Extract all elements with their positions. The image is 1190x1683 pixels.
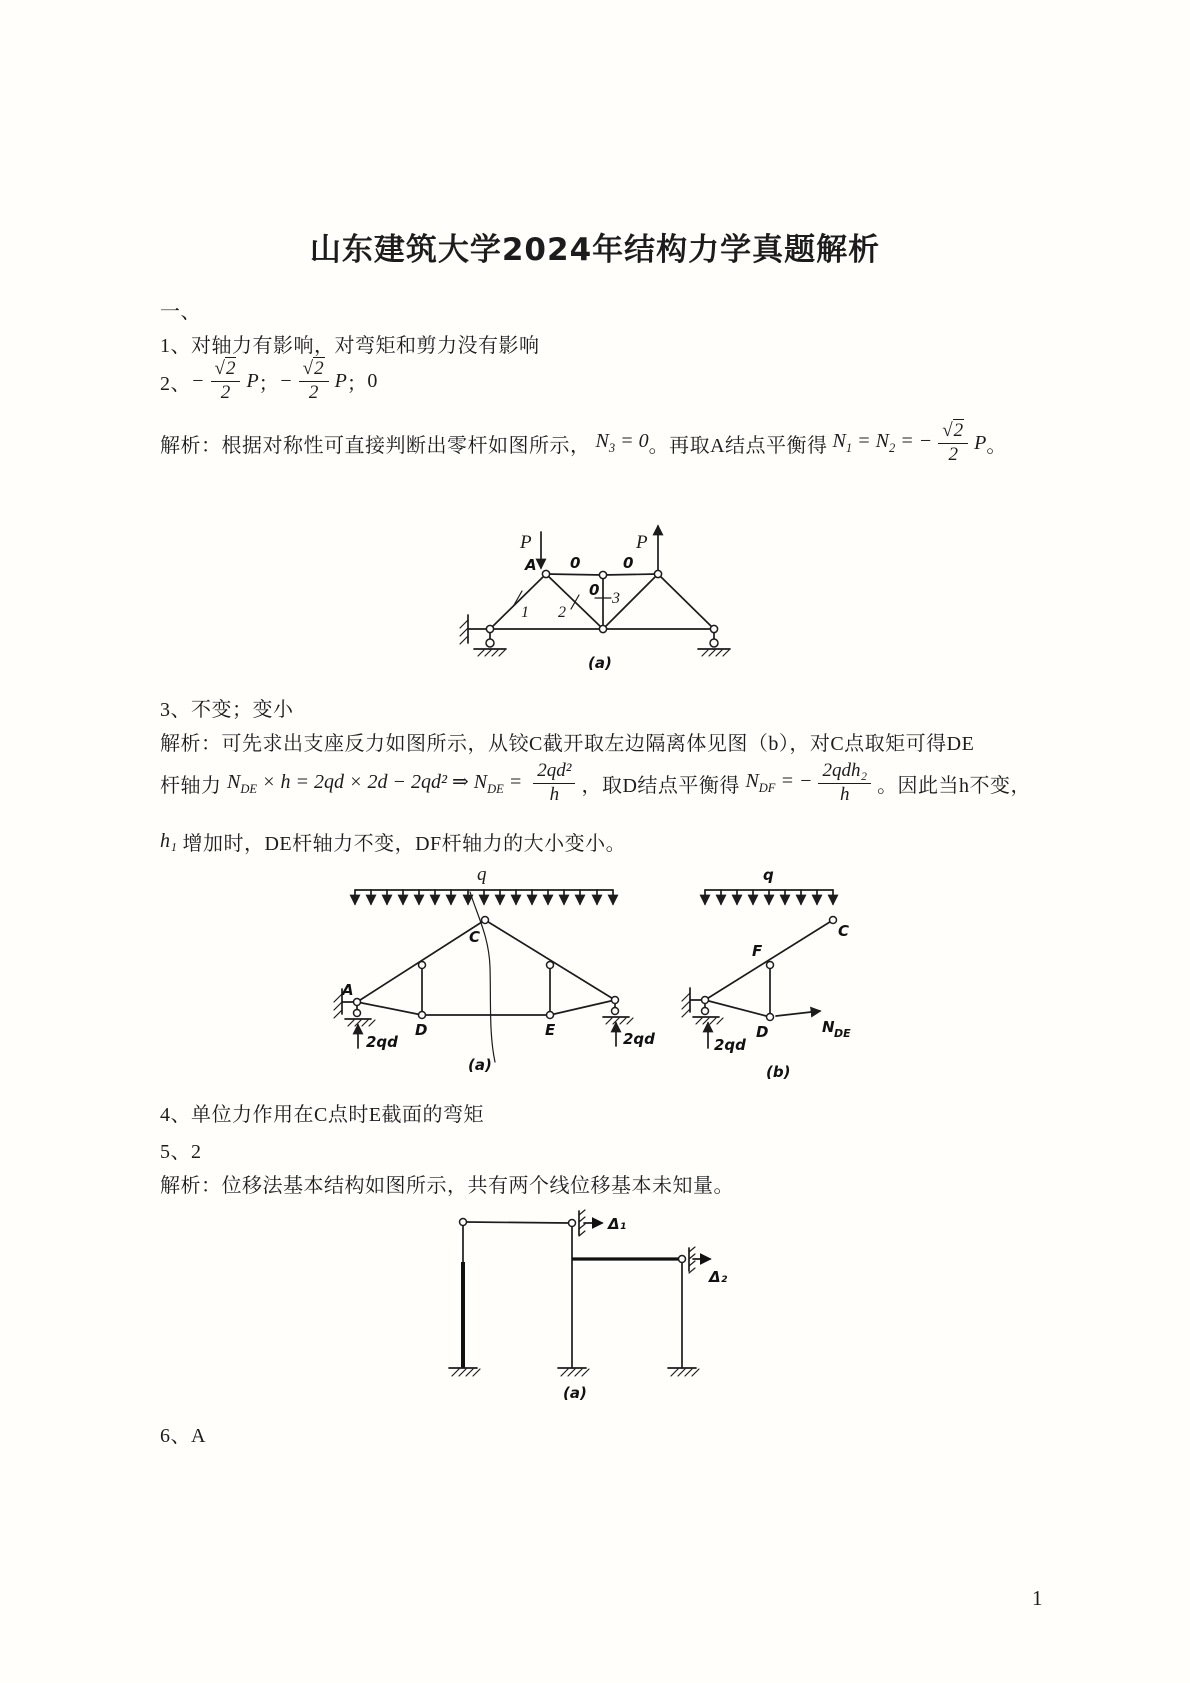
- displacement-label-2: Δ₂: [709, 1268, 728, 1286]
- radicand: 2: [225, 358, 236, 379]
- q4-text: 4、单位力作用在C点时E截面的弯矩: [160, 1104, 485, 1126]
- radical-sign: √: [942, 420, 953, 441]
- analysis-text: 杆轴力: [160, 774, 227, 797]
- joint-label-A: A: [525, 556, 537, 574]
- figure-caption: (b): [766, 1063, 791, 1081]
- joint-label-E: E: [545, 1021, 556, 1039]
- q2-answer: [160, 358, 377, 405]
- q6-answer: 6、A: [160, 1425, 206, 1447]
- figure-caption: (a): [563, 1384, 587, 1402]
- zero-bar-label: 0: [589, 581, 600, 599]
- analysis-text: 。因此当h不变，: [877, 774, 1032, 797]
- fraction: [533, 760, 575, 807]
- bar-label-3: 3: [612, 590, 620, 607]
- force-symbol: P: [246, 369, 259, 392]
- math-expr: $N_{DF}$ = −: [745, 770, 813, 796]
- math-h1: h₁: [160, 830, 177, 852]
- minus-sign: −: [279, 369, 293, 392]
- added-link-restraint-2: [689, 1247, 710, 1273]
- q5-analysis: 解析：位移法基本结构如图所示，共有两个线位移基本未知量。: [160, 1175, 734, 1197]
- radical-sign: √: [214, 358, 225, 379]
- joint-label-D: D: [756, 1023, 769, 1041]
- joint-label-A: A: [342, 981, 354, 999]
- page-number: 1: [1032, 1586, 1043, 1610]
- denominator: h: [549, 783, 560, 805]
- q3-analysis-line1: 解析：可先求出支座反力如图所示，从铰C截开取左边隔离体见图（b），对C点取矩可得DE: [160, 733, 975, 755]
- axial-force-arrow-NDE: [776, 1011, 820, 1016]
- reaction-label: 2qd: [714, 1036, 746, 1054]
- q3-answer: 3、不变；变小: [160, 699, 294, 721]
- fig3-frame-diagram: [425, 1202, 745, 1407]
- fraction: [818, 760, 871, 807]
- separator: ；: [258, 372, 280, 395]
- figure-caption: (a): [468, 1056, 492, 1074]
- radicand: 2: [953, 420, 964, 441]
- joint-label-F: F: [752, 942, 763, 960]
- truss-a-joints: [354, 917, 619, 1019]
- analysis-text: ，取D结点平衡得: [581, 774, 746, 797]
- force-label-P-right: P: [636, 532, 648, 553]
- math-n1n2: $N_1 = N_2$ = −: [832, 430, 933, 456]
- fraction: [938, 420, 968, 467]
- fig2-truss-diagrams: [320, 862, 1020, 1090]
- force-label-N: N: [822, 1018, 835, 1036]
- load-label-q: q: [763, 866, 774, 884]
- zero-value: 0: [367, 369, 378, 392]
- fig1-truss-diagram: [430, 506, 750, 678]
- q3-analysis-line2: [160, 760, 1031, 807]
- truss-a-members: [357, 920, 615, 1015]
- separator: ；: [346, 372, 368, 395]
- reaction-label-right: 2qd: [623, 1030, 655, 1048]
- distributed-load: [355, 890, 613, 904]
- analysis-text: 增加时，DE杆轴力不变，DF杆轴力的大小变小。: [176, 833, 627, 855]
- zero-bar-label: 0: [570, 554, 581, 572]
- denominator: 2: [220, 381, 231, 403]
- force-symbol: P: [334, 369, 347, 392]
- figure-caption: (a): [588, 654, 612, 672]
- q1-answer: 1、对轴力有影响，对弯矩和剪力没有影响: [160, 335, 540, 357]
- denominator: 2: [308, 381, 319, 403]
- reaction-label-left: 2qd: [366, 1033, 398, 1051]
- analysis-text: 解析：根据对称性可直接判断出零杆如图所示，: [160, 434, 591, 457]
- joint-label-C: C: [838, 922, 850, 940]
- fraction: [299, 358, 329, 405]
- radical-sign: √: [302, 358, 314, 379]
- fixed-supports: [449, 1368, 699, 1376]
- denominator: 2: [948, 443, 958, 465]
- radicand: 2: [314, 358, 324, 379]
- truss-joints: [486, 570, 717, 632]
- joint-label-C: C: [469, 928, 481, 946]
- force-label-N-sub: DE: [834, 1027, 851, 1040]
- q3-analysis-line3: [160, 827, 626, 856]
- force-label-P-left: P: [520, 532, 532, 553]
- minus-sign: −: [191, 369, 205, 392]
- zero-bar-label: 0: [623, 554, 634, 572]
- math-n3: $N_3 = 0$: [595, 430, 649, 456]
- numerator: 2qdh₂: [818, 760, 871, 784]
- q2-number: 2、: [160, 372, 191, 395]
- frame-members: [463, 1222, 682, 1368]
- q2-analysis: [160, 420, 1007, 467]
- math-expr: $N_{DE} \times h = 2qd \times 2d - 2qd^2$ ⇒ $N_{DE}$ =: [227, 771, 528, 797]
- roller-support-right: [698, 633, 730, 656]
- distributed-load-b: [705, 890, 833, 904]
- part-label: 一、: [160, 301, 201, 323]
- page-title: 山东建筑大学2024年结构力学真题解析: [309, 232, 881, 268]
- added-link-restraint-1: [579, 1210, 602, 1236]
- q5-answer: 5、2: [160, 1141, 202, 1163]
- fraction: [211, 358, 241, 405]
- force-symbol: P: [974, 431, 987, 454]
- analysis-text: 。再取A结点平衡得: [648, 434, 828, 457]
- displacement-label-1: Δ₁: [608, 1215, 627, 1233]
- load-label-q: q: [477, 864, 487, 885]
- analysis-text: 。: [986, 434, 1007, 457]
- denominator: h: [840, 783, 850, 805]
- joint-label-D: D: [415, 1021, 428, 1039]
- numerator: 2qd²: [533, 760, 575, 784]
- bar-label-2: 2: [558, 604, 566, 621]
- bar-label-1: 1: [521, 604, 529, 621]
